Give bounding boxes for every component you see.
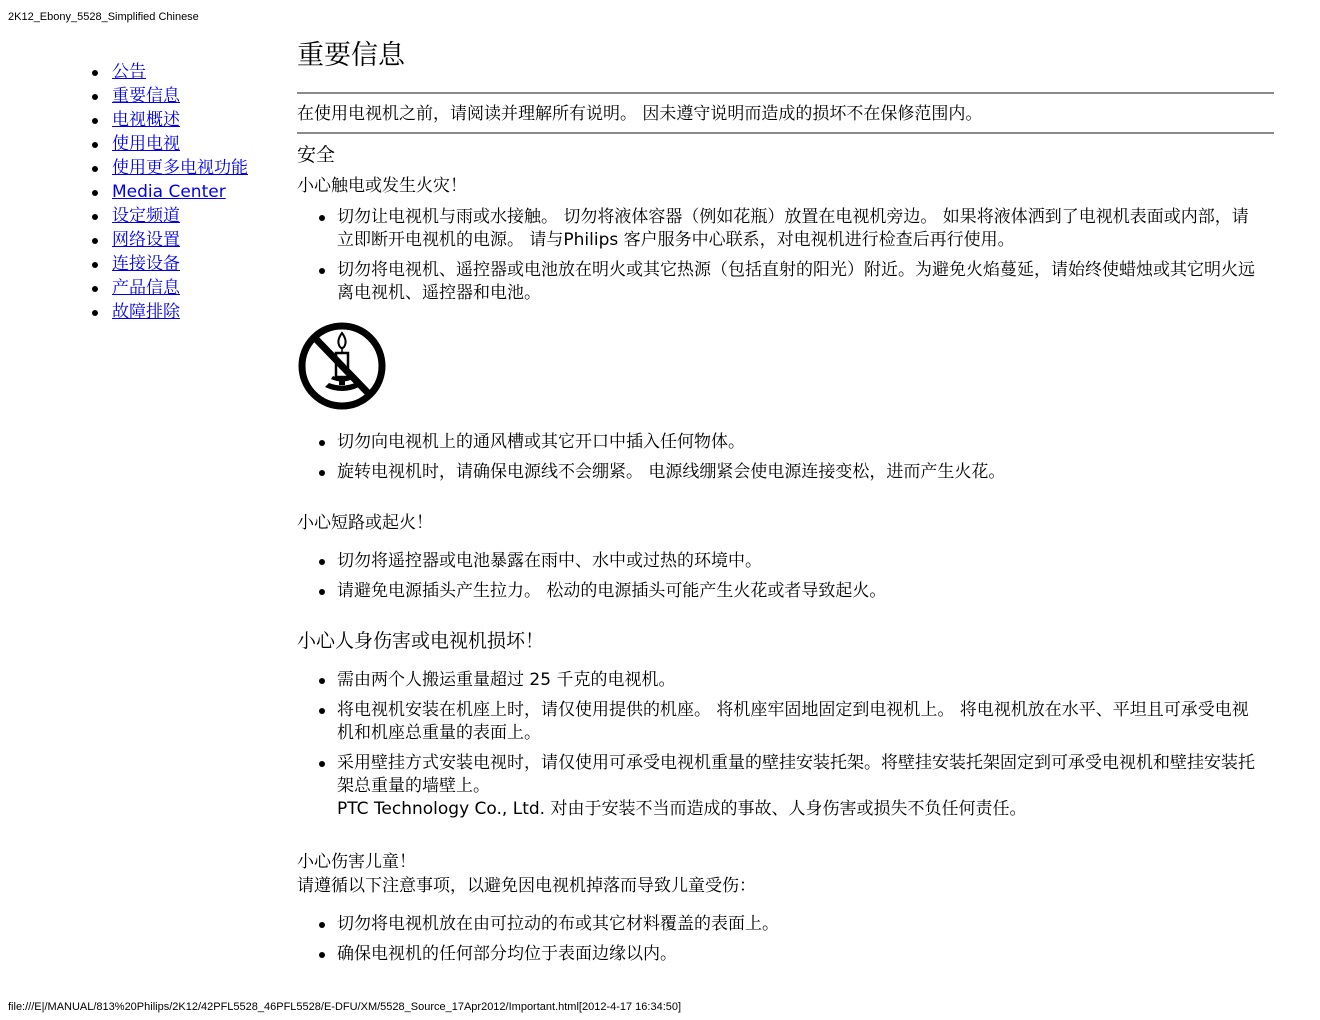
intro-text: 在使用电视机之前，请阅读并理解所有说明。 因未遵守说明而造成的损坏不在保修范围内。 [297,104,983,124]
nav-item-overview [92,108,248,132]
bullet [92,190,98,196]
print-footer: file:///E|/MANUAL/813%20Philips/2K12/42PFL5528_46PFL5528/E-DFU/XM/5528_Source_17Apr2012/Important.html[2012-4-17 16:34:50] [8,1001,682,1013]
fire-list [297,206,1274,305]
bullet [319,559,325,565]
short-circuit-list [297,550,1274,603]
bullet [319,268,325,274]
main-content [297,38,1274,966]
nav-item-product-info [92,276,248,300]
bullet [92,166,98,172]
nav-item-channels [92,204,248,228]
divider [297,132,1274,134]
no-candle-icon [297,321,387,411]
bullet [92,118,98,124]
fire-list-2 [297,431,1274,484]
nav-link-media-center[interactable]: Media Center [112,182,226,202]
bullet [319,952,325,958]
bullet [319,708,325,714]
nav-link-notice[interactable]: 公告 [112,62,146,82]
nav-link-overview[interactable]: 电视概述 [112,110,180,130]
nav-item-network [92,228,248,252]
bullet [92,262,98,268]
nav-link-network[interactable]: 网络设置 [112,230,180,250]
children-lead: 请遵循以下注意事项，以避免因电视机掉落而导致儿童受伤： [297,876,756,896]
nav-link-devices[interactable]: 连接设备 [112,254,180,274]
nav-item-notice [92,60,248,84]
heading-injury: 小心人身伤害或电视机损坏！ [297,630,545,652]
list-item: 将电视机安装在机座上时，请仅使用提供的机座。 将机座牢固地固定到电视机上。 将电视机放在水平、平坦且可承受电视机和机座总重量的表面上。 [297,699,1257,745]
list-item: 切勿将遥控器或电池暴露在雨中、水中或过热的环境中。 [297,550,1257,573]
children-list [297,913,1274,966]
bullet [319,470,325,476]
list-item: 需由两个人搬运重量超过 25 千克的电视机。 [297,669,1257,692]
nav-item-more-features [92,156,248,180]
injury-list [297,669,1274,821]
list-item: 切勿向电视机上的通风槽或其它开口中插入任何物体。 [297,431,1257,454]
nav-link-use-tv[interactable]: 使用电视 [112,134,180,154]
bullet [319,440,325,446]
nav-item-troubleshooting [92,300,248,324]
section-heading-safety: 安全 [297,144,336,166]
heading-short-circuit: 小心短路或起火！ [297,513,433,533]
nav-link-important[interactable]: 重要信息 [112,86,180,106]
nav-item-use-tv [92,132,248,156]
nav-item-devices [92,252,248,276]
bullet [92,238,98,244]
bullet [319,215,325,221]
nav-item-media-center [92,180,248,204]
bullet [319,922,325,928]
bullet [92,310,98,316]
bullet [92,214,98,220]
list-item: 采用壁挂方式安装电视时，请仅使用可承受电视机重量的壁挂安装托架。将壁挂安装托架固定到可承受电视机和壁挂安装托架总重量的墙壁上。 PTC Technology Co., Ltd. 对由于安装不当而造成的事故、人身伤害或损失不负任何责任。 [297,752,1257,821]
nav-link-product-info[interactable]: 产品信息 [112,278,180,298]
nav-link-troubleshooting[interactable]: 故障排除 [112,302,180,322]
sidebar-nav [92,60,248,324]
nav-item-important [92,84,248,108]
list-item: 旋转电视机时，请确保电源线不会绷紧。 电源线绷紧会使电源连接变松，进而产生火花。 [297,461,1257,484]
bullet [319,761,325,767]
nav-link-more-features[interactable]: 使用更多电视功能 [112,158,248,178]
bullet [319,678,325,684]
list-item: 切勿将电视机、遥控器或电池放在明火或其它热源（包括直射的阳光）附近。为避免火焰蔓延，请始终使蜡烛或其它明火远离电视机、遥控器和电池。 [297,259,1257,305]
heading-children: 小心伤害儿童！ [297,852,416,872]
bullet [92,142,98,148]
list-item: 确保电视机的任何部分均位于表面边缘以内。 [297,943,1257,966]
list-item: 请避免电源插头产生拉力。 松动的电源插头可能产生火花或者导致起火。 [297,580,1257,603]
bullet [92,70,98,76]
nav-link-channels[interactable]: 设定频道 [112,206,180,226]
page-title: 重要信息 [297,40,405,71]
bullet [92,286,98,292]
print-header: 2K12_Ebony_5528_Simplified Chinese [8,11,199,23]
disclaimer-note: PTC Technology Co., Ltd. 对由于安装不当而造成的事故、人身伤害或损失不负任何责任。 [337,799,1027,819]
bullet [319,589,325,595]
heading-fire: 小心触电或发生火灾！ [297,176,467,196]
list-item: 切勿将电视机放在由可拉动的布或其它材料覆盖的表面上。 [297,913,1257,936]
list-item: 切勿让电视机与雨或水接触。 切勿将液体容器（例如花瓶）放置在电视机旁边。 如果将液体洒到了电视机表面或内部，请立即断开电视机的电源。 请与Philips 客户服务中心联系，对电视机进行检查后再行使用。 [297,206,1257,252]
bullet [92,94,98,100]
